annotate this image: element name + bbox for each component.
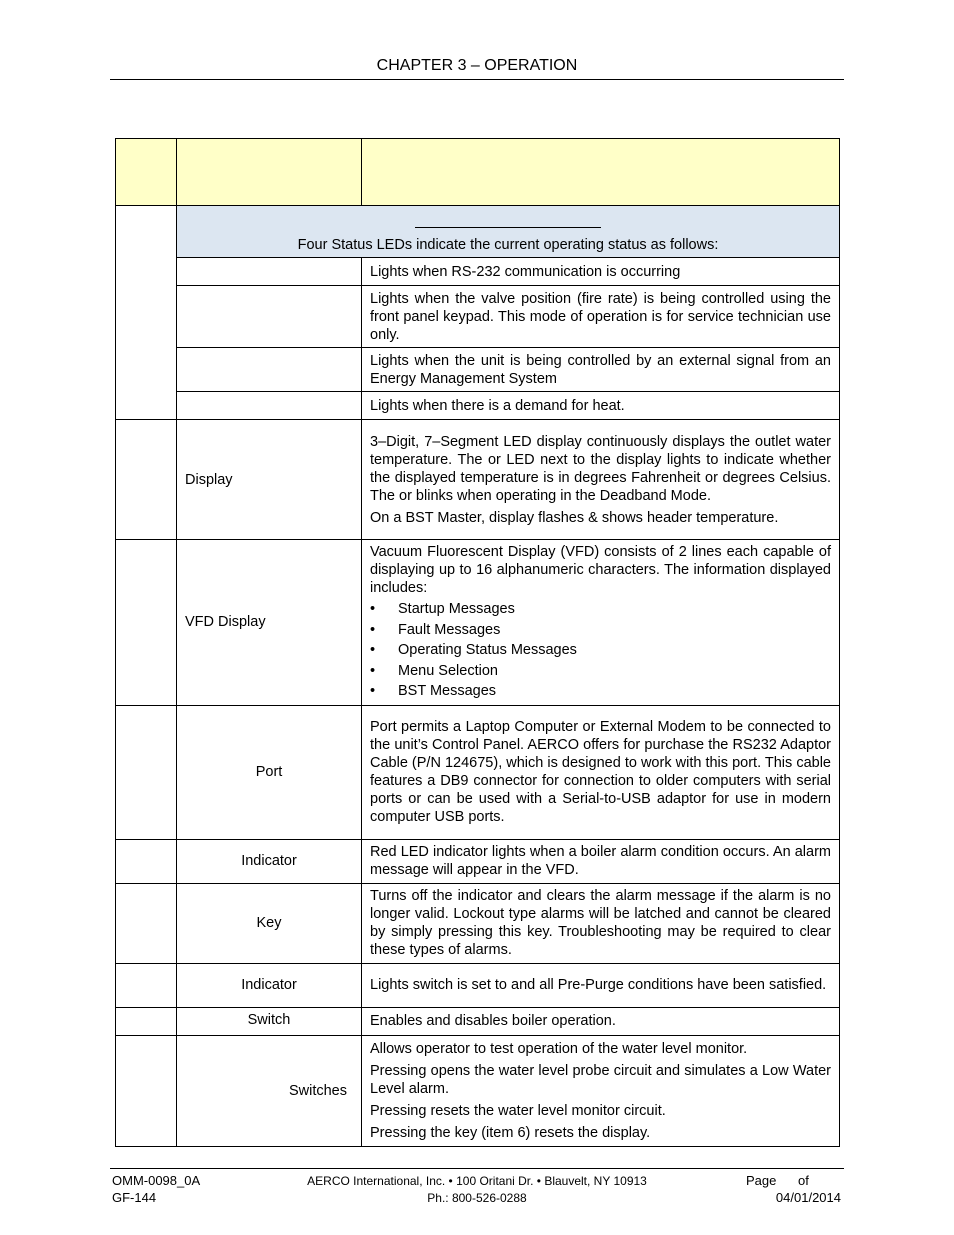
control-desc: Turns off the indicator and clears the alarm message if the alarm is no longer valid. Lockout type alarms will be latched and cannot be cleared by simply pressing this key. Troubleshooting may be required to clear these types of alarms.	[362, 883, 840, 963]
list-item: • Menu Selection	[370, 661, 831, 682]
header-cell-function	[362, 139, 840, 206]
list-item: • Fault Messages	[370, 620, 831, 641]
control-label: VFD Display	[177, 540, 362, 706]
header-divider	[110, 79, 844, 80]
control-label: Display	[177, 420, 362, 540]
led-desc: Lights when the unit is being controlled by an external signal from an Energy Management System	[362, 348, 840, 392]
water-desc-para: Pressing the key (item 6) resets the display.	[370, 1124, 651, 1141]
control-desc: Enables and disables boiler operation.	[362, 1007, 840, 1035]
table-header-row	[116, 139, 840, 206]
water-desc-para: Pressing resets the water level monitor circuit.	[370, 1102, 666, 1119]
item-number-cell	[116, 1035, 177, 1146]
table-row	[116, 286, 840, 348]
vfd-desc-para: Vacuum Fluorescent Display (VFD) consists of 2 lines each capable of displaying up to 16 alphanumeric characters. The information displayed includes:	[370, 544, 831, 596]
table-row	[116, 883, 840, 963]
chapter-heading: CHAPTER 3 – OPERATION	[376, 57, 578, 74]
water-desc-para: Pressing opens the water level probe circuit and simulates a Low Water Level alarm.	[370, 1062, 831, 1097]
header-cell-control	[177, 139, 362, 206]
control-label: Switches	[177, 1035, 362, 1146]
control-desc	[362, 540, 840, 706]
table-row	[116, 839, 840, 883]
status-leds-band	[177, 206, 840, 258]
led-label-cell	[177, 392, 362, 420]
company-address: AERCO International, Inc. • 100 Oritani Dr. • Blauvelt, NY 10913	[307, 1174, 647, 1188]
item-number-cell	[116, 963, 177, 1007]
control-label: Port	[177, 705, 362, 839]
table-row	[116, 1007, 840, 1035]
page-number: Page of	[746, 1173, 809, 1188]
form-number: GF-144	[112, 1190, 157, 1205]
led-desc: Lights when the valve position (fire rate) is being controlled using the front panel keypad. This mode of operation is for service technician use only.	[362, 286, 840, 348]
table-row	[116, 540, 840, 706]
control-label: Key	[177, 883, 362, 963]
control-desc: Red LED indicator lights when a boiler alarm condition occurs. An alarm message will appear in the VFD.	[362, 839, 840, 883]
led-desc: Lights when there is a demand for heat.	[362, 392, 840, 420]
band-title-underline	[415, 227, 601, 228]
status-leds-intro: Four Status LEDs indicate the current operating status as follows:	[297, 237, 719, 253]
table-row	[116, 392, 840, 420]
control-label: Indicator	[177, 963, 362, 1007]
led-label-cell	[177, 286, 362, 348]
control-label: Indicator	[177, 839, 362, 883]
header-cell-item	[116, 139, 177, 206]
control-desc	[362, 420, 840, 540]
footer-divider	[110, 1168, 844, 1169]
item-number-cell	[116, 420, 177, 540]
item-number-cell	[116, 1007, 177, 1035]
vfd-message-list	[370, 599, 831, 702]
table-row	[116, 258, 840, 286]
display-desc-para: On a BST Master, display flashes & shows header temperature.	[370, 509, 779, 526]
company-phone: Ph.: 800-526-0288	[427, 1191, 527, 1205]
table-row	[116, 1035, 840, 1146]
control-label: Switch	[177, 1007, 362, 1035]
item-number-cell	[116, 206, 177, 420]
table-row	[116, 963, 840, 1007]
item-number-cell	[116, 883, 177, 963]
item-number-cell	[116, 705, 177, 839]
list-item: • BST Messages	[370, 681, 831, 702]
led-label-cell	[177, 258, 362, 286]
item-number-cell	[116, 839, 177, 883]
control-desc	[362, 1035, 840, 1146]
led-desc: Lights when RS-232 communication is occurring	[362, 258, 840, 286]
display-desc-para: 3–Digit, 7–Segment LED display continuously displays the outlet water temperature. The or LED next to the display lights to indicate whether the displayed temperature is in degrees Fahrenheit or degrees Celsius. The or blinks when operating in the Deadband Mode.	[370, 433, 831, 504]
table-row	[116, 420, 840, 540]
table-row	[116, 206, 840, 258]
control-desc: Lights switch is set to and all Pre-Purge conditions have been satisfied.	[362, 963, 840, 1007]
doc-number: OMM-0098_0A	[112, 1173, 201, 1188]
water-desc-para: Allows operator to test operation of the water level monitor.	[370, 1040, 748, 1057]
controls-table	[115, 138, 840, 1147]
list-item: • Operating Status Messages	[370, 640, 831, 661]
table-row	[116, 705, 840, 839]
list-item: • Startup Messages	[370, 599, 831, 620]
item-number-cell	[116, 540, 177, 706]
led-label-cell	[177, 348, 362, 392]
table-row	[116, 348, 840, 392]
control-desc: Port permits a Laptop Computer or External Modem to be connected to the unit’s Control Panel. AERCO offers for purchase the RS232 Adaptor Cable (P/N 124675), which is designed to work with this port. This cable features a DB9 connector for connection to older computers with serial ports or can be used with a Serial-to-USB adaptor for use in modern computer USB ports.	[362, 705, 840, 839]
revision-date: 04/01/2014	[775, 1190, 841, 1205]
